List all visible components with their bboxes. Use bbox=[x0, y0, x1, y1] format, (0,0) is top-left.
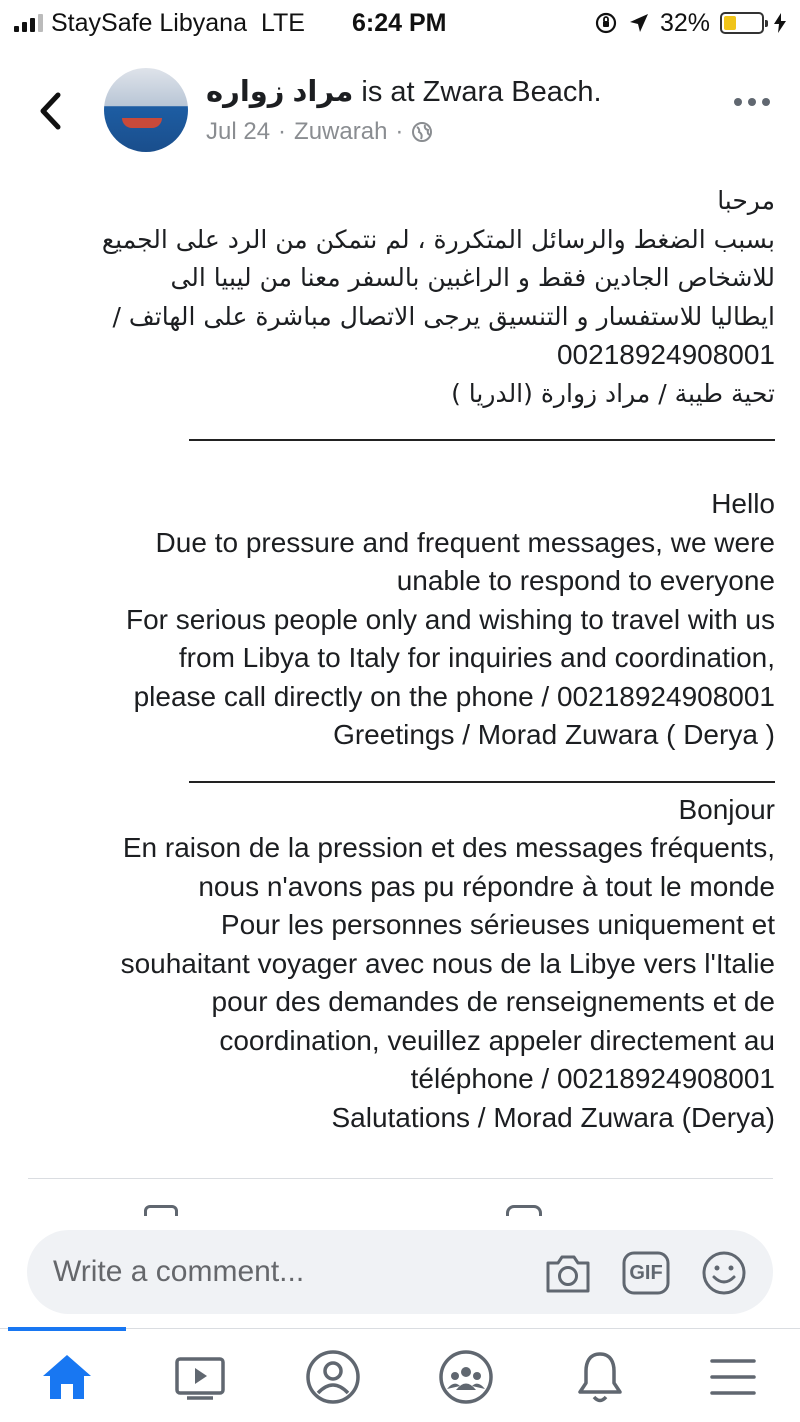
divider bbox=[189, 781, 775, 783]
video-icon bbox=[173, 1353, 227, 1401]
status-bar bbox=[0, 0, 800, 46]
post-actions-row bbox=[28, 1178, 773, 1216]
comment-box bbox=[27, 1230, 773, 1314]
boat-image bbox=[122, 118, 162, 128]
french-line: En raison de la pression et des messages fréquents, bbox=[122, 832, 775, 863]
nav-groups[interactable] bbox=[436, 1347, 496, 1407]
comment-bar bbox=[0, 1216, 800, 1328]
carrier-name: StaySafe Libyana bbox=[51, 8, 247, 37]
post-location[interactable]: Zuwarah bbox=[294, 118, 388, 145]
meta-separator: · bbox=[278, 118, 287, 145]
profile-icon bbox=[305, 1349, 361, 1405]
french-line: Pour les personnes sérieuses uniquement et bbox=[220, 909, 775, 940]
nav-profile[interactable] bbox=[303, 1347, 363, 1407]
english-line: For serious people only and wishing to travel with us bbox=[125, 603, 775, 635]
bottom-nav bbox=[0, 1328, 800, 1422]
location-arrow-icon bbox=[628, 12, 650, 34]
globe-icon bbox=[411, 121, 433, 143]
nav-menu[interactable] bbox=[703, 1347, 763, 1407]
arabic-line: بسبب الضغط والرسائل المتكررة ، لم نتمكن من الرد على الجميع bbox=[101, 224, 775, 254]
french-greeting: Bonjour bbox=[678, 793, 775, 825]
network-type: LTE bbox=[260, 8, 305, 37]
battery-percent: 32% bbox=[659, 8, 710, 37]
post-header bbox=[0, 62, 800, 162]
post-title bbox=[206, 74, 602, 109]
english-greeting: Hello bbox=[711, 488, 775, 519]
french-line: coordination, veuillez appeler directement au bbox=[219, 1024, 775, 1056]
camera-button[interactable] bbox=[543, 1248, 593, 1298]
battery-icon bbox=[720, 12, 764, 34]
english-line: unable to respond to everyone bbox=[396, 565, 775, 596]
post-date[interactable]: Jul 24 bbox=[206, 118, 271, 145]
active-tab-indicator bbox=[8, 1327, 126, 1331]
emoji-button[interactable] bbox=[699, 1248, 749, 1298]
charging-bolt-icon bbox=[774, 13, 786, 33]
french-line: souhaitant voyager avec nous de la Libye vers l'Italie bbox=[120, 947, 775, 979]
meta-separator: · bbox=[395, 118, 404, 145]
french-closing: Salutations / Morad Zuwara (Derya) bbox=[331, 1101, 775, 1133]
battery-fill bbox=[724, 16, 736, 30]
divider bbox=[189, 439, 775, 441]
back-button[interactable] bbox=[30, 86, 70, 136]
post-body bbox=[30, 182, 775, 1137]
cell-signal-icon bbox=[14, 14, 43, 32]
arabic-greeting: مرحبا bbox=[717, 186, 775, 215]
gif-button[interactable] bbox=[621, 1248, 671, 1298]
english-line: from Libya to Italy for inquiries and coordination, bbox=[178, 642, 775, 673]
camera-icon bbox=[543, 1251, 593, 1295]
chevron-left-icon bbox=[37, 91, 63, 131]
arabic-phone: 00218924908001 bbox=[556, 339, 775, 370]
bell-icon bbox=[575, 1349, 625, 1405]
arabic-line: للاشخاص الجادين فقط و الراغبين بالسفر معنا من ليبيا الى bbox=[170, 263, 775, 292]
english-line: Due to pressure and frequent messages, we were bbox=[155, 526, 775, 558]
arabic-line: ايطاليا للاستفسار و التنسيق يرجى الاتصال مباشرة على الهاتف / bbox=[112, 301, 775, 331]
post-meta bbox=[206, 118, 433, 146]
nav-home[interactable] bbox=[37, 1347, 97, 1407]
nav-watch[interactable] bbox=[170, 1347, 230, 1407]
more-options-button[interactable] bbox=[734, 98, 770, 106]
french-line: téléphone / 00218924908001 bbox=[410, 1063, 775, 1094]
clock: 6:24 PM bbox=[352, 8, 447, 37]
groups-icon bbox=[438, 1349, 494, 1405]
gif-label: GIF bbox=[629, 1261, 663, 1284]
comment-input[interactable] bbox=[53, 1250, 533, 1294]
nav-notifications[interactable] bbox=[570, 1347, 630, 1407]
avatar[interactable] bbox=[104, 68, 188, 152]
activity-text: is at Zwara Beach. bbox=[353, 76, 602, 108]
comment-icon[interactable] bbox=[506, 1205, 542, 1216]
french-line: pour des demandes de renseignements et de bbox=[211, 986, 775, 1017]
arabic-closing: تحية طيبة / مراد زوارة (الدريا ) bbox=[451, 378, 775, 408]
author-name[interactable]: مراد زواره bbox=[206, 76, 354, 108]
home-icon bbox=[40, 1352, 94, 1402]
like-icon[interactable] bbox=[144, 1205, 178, 1216]
orientation-lock-icon bbox=[594, 11, 618, 35]
english-line: please call directly on the phone / 00218924908001 bbox=[133, 680, 775, 712]
smiley-icon bbox=[700, 1249, 748, 1297]
english-closing: Greetings / Morad Zuwara ( Derya ) bbox=[333, 719, 775, 750]
hamburger-menu-icon bbox=[708, 1355, 758, 1399]
french-line: nous n'avons pas pu répondre à tout le monde bbox=[198, 870, 775, 902]
